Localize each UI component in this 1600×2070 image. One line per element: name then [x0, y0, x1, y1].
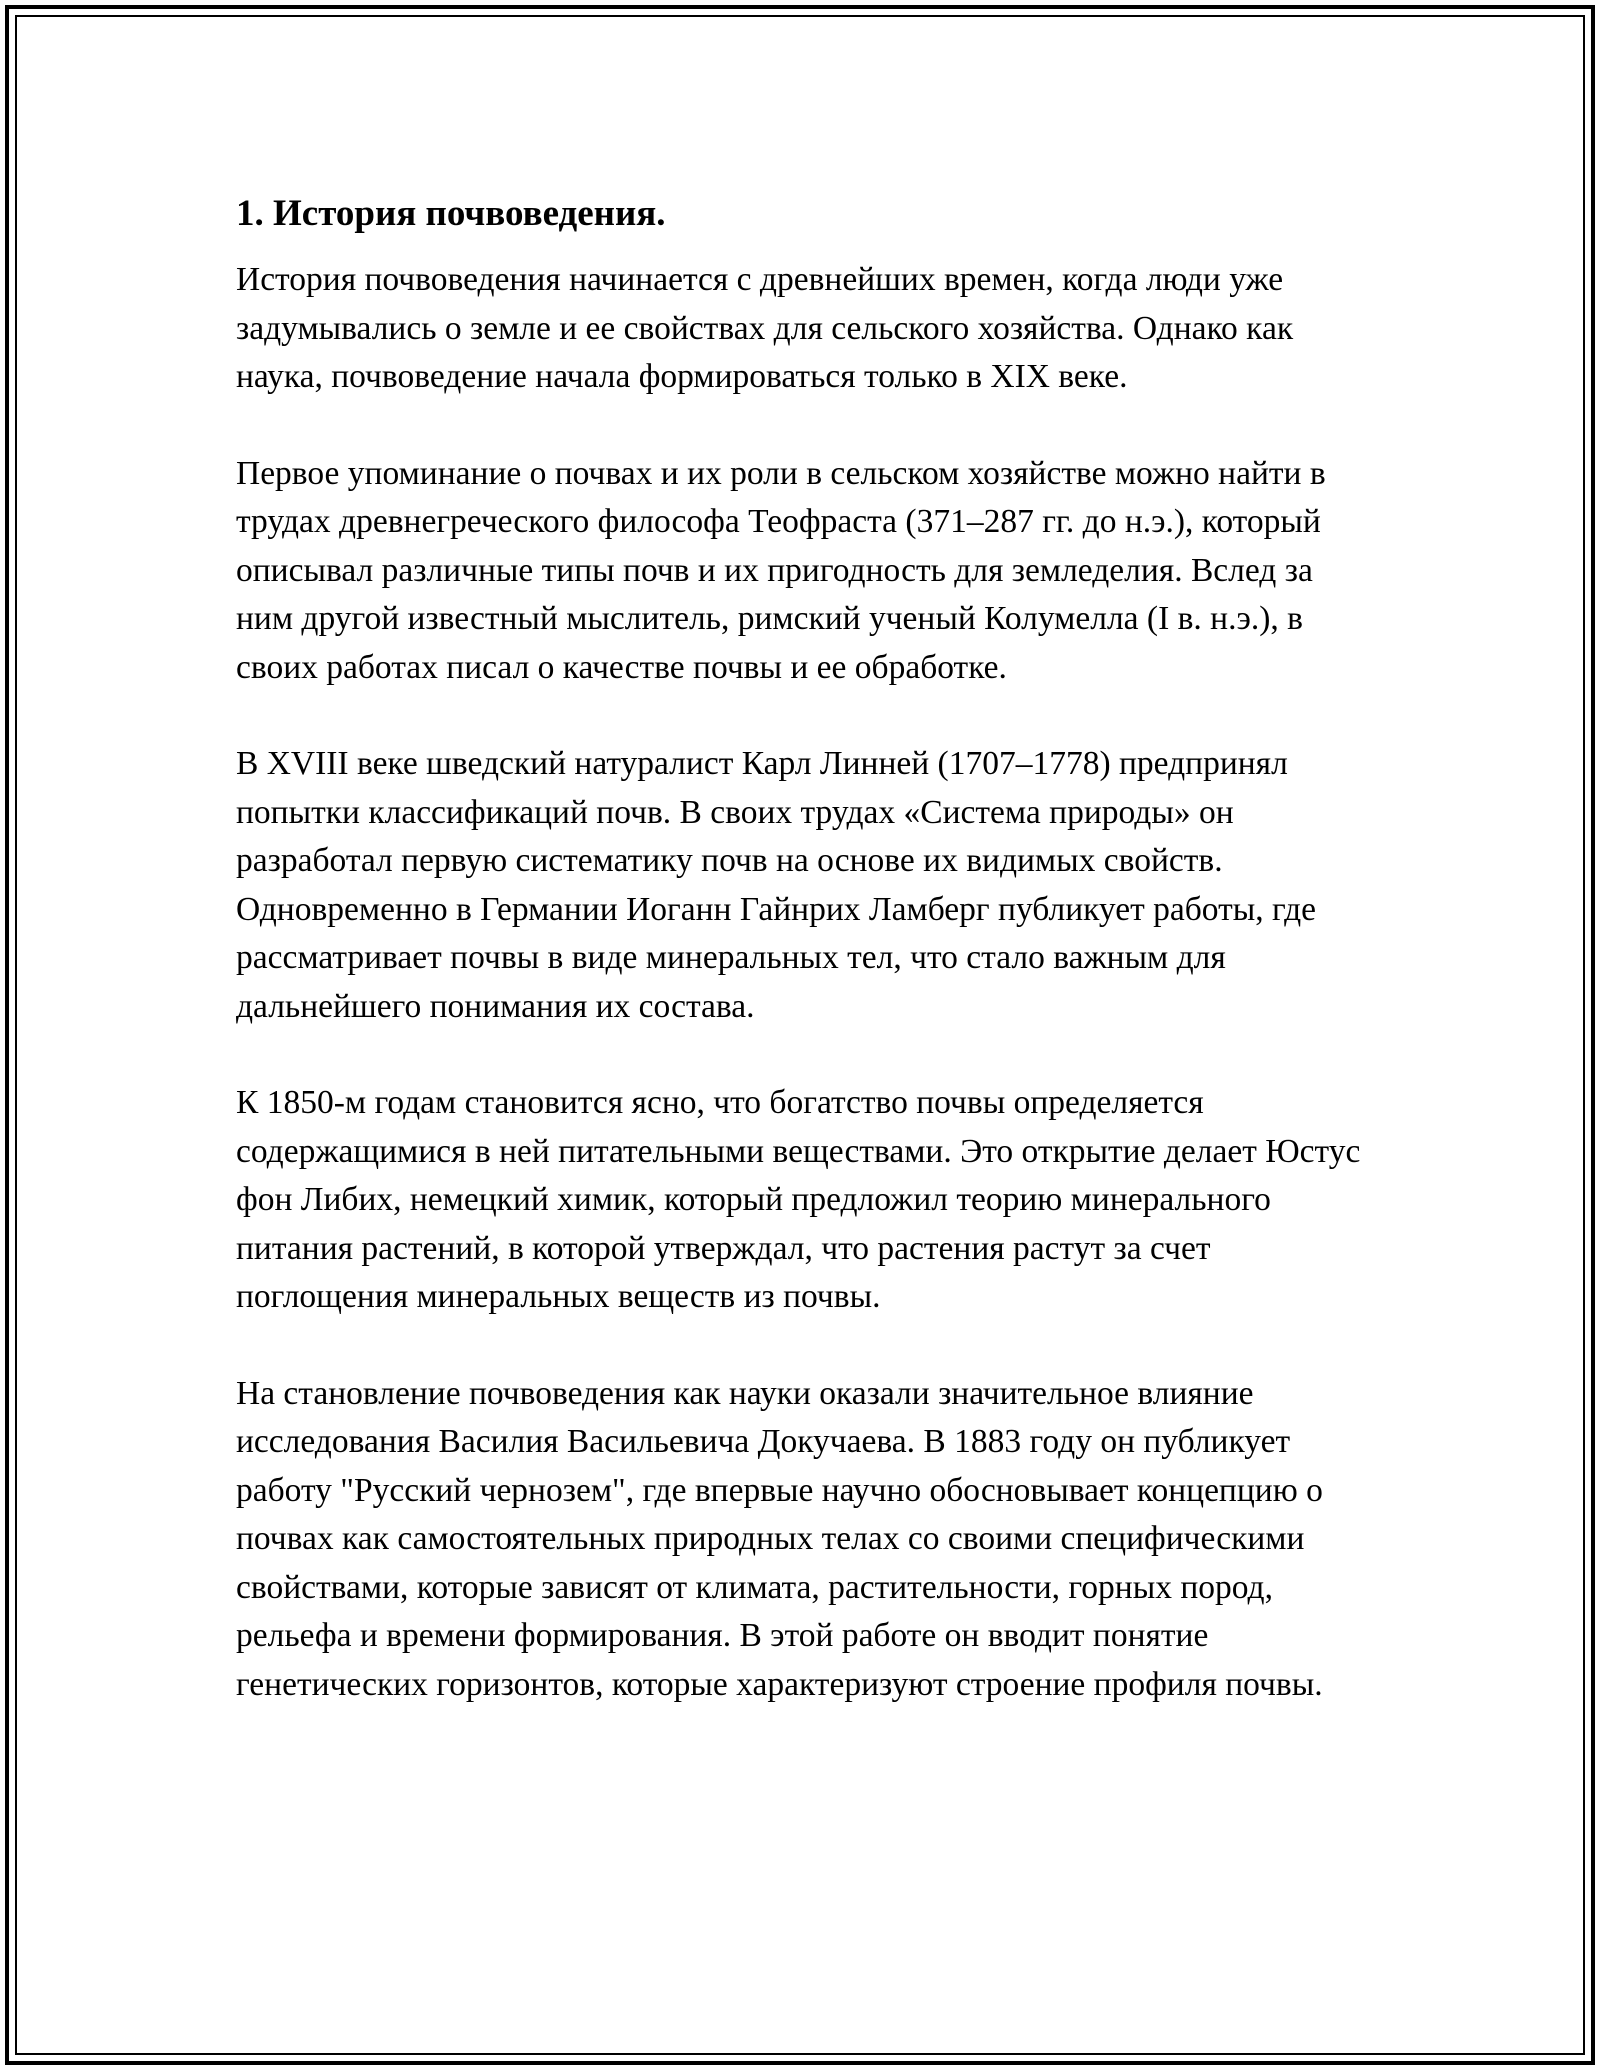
document-body [236, 188, 1366, 1709]
paragraph-antiquity: Первое упоминание о почвах и их роли в сельском хозяйстве можно найти в трудах древнегреческого философа Теофраста (371–287 гг. до н.э.), который описывал различные типы почв и их пригодность для земледелия. Вслед за ним другой известный мыслитель, римский ученый Колумелла (I в. н.э.), в своих работах писал о качестве почвы и ее обработке. [236, 454, 1326, 686]
paragraph-intro: История почвоведения начинается с древнейших времен, когда люди уже задумывались о земле и ее свойствах для сельского хозяйства. Однако как наука, почвоведение начала формироваться только в XIX веке. [236, 261, 1294, 395]
paragraph-liebig: К 1850-м годам становится ясно, что богатство почвы определяется содержащимися в ней питательными веществами. Это открытие делает Юстус фон Либих, немецкий химик, который предложил теорию минерального питания растений, в которой утверждал, что растения растут за счет поглощения минеральных веществ из почвы. [236, 1084, 1361, 1315]
section-title: 1. История почвоведения. [236, 193, 666, 234]
paragraph-dokuchaev: На становление почвоведения как науки оказали значительное влияние исследования Василия Васильевича Докучаева. В 1883 году он публикует работу "Русский чернозем", где впервые научно обосновывает концепцию о почвах как самостоятельных природных телах со своими специфическими свойствами, которые зависят от климата, растительности, горных пород, рельефа и времени формирования. В этой работе он вводит понятие генетических горизонтов, которые характеризуют строение профиля почвы. [236, 1374, 1323, 1703]
paragraph-18th-century: В XVIII веке шведский натуралист Карл Линней (1707–1778) предпринял попытки классификаций почв. В своих трудах «Система природы» он разработал первую систематику почв на основе их видимых свойств. Одновременно в Германии Иоганн Гайнрих Ламберг публикует работы, где рассматривает почвы в виде минеральных тел, что стало важным для дальнейшего понимания их состава. [236, 745, 1316, 1025]
paragraph-list [236, 256, 1366, 1709]
